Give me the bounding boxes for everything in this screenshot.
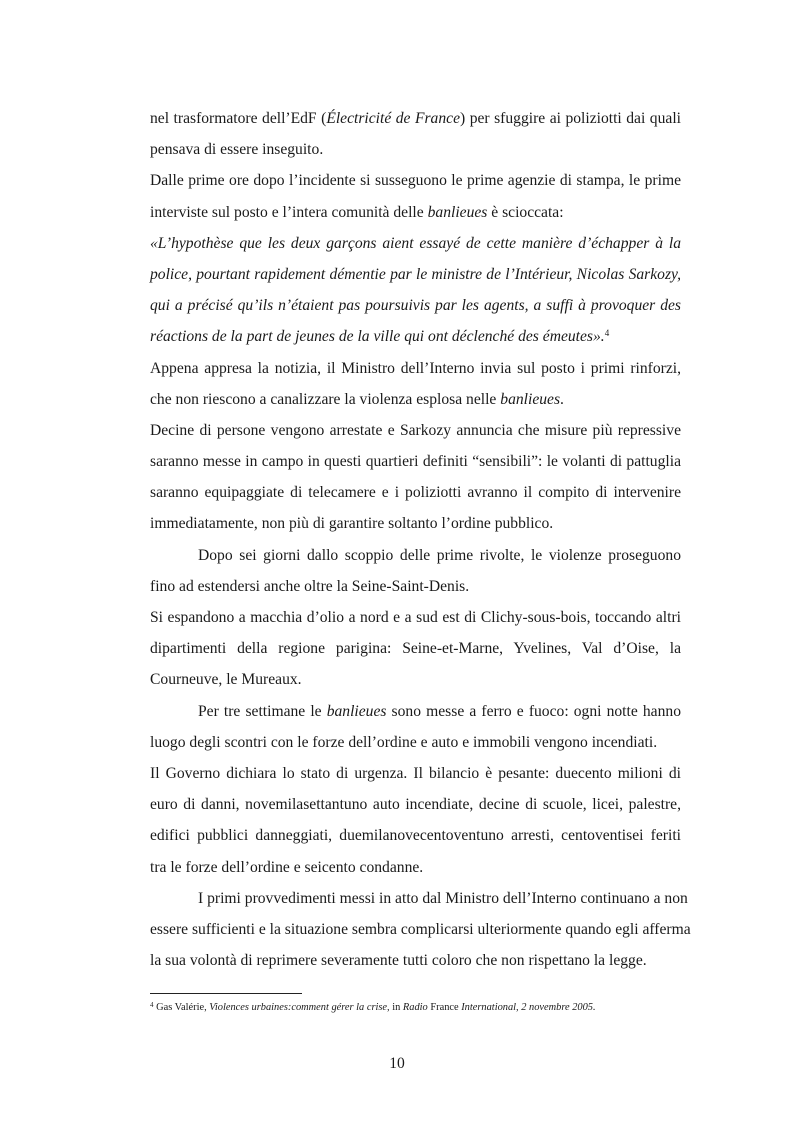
text-line: essere sufficienti e la situazione sembra complicarsi ulteriormente quando egli afferma <box>150 920 691 938</box>
text-line: Si espandono a macchia d’olio a nord e a sud est di Clichy-sous-bois, toccando altri <box>150 609 681 626</box>
text-line: Dalle prime ore dopo l’incidente si susseguono le prime agenzie di stampa, le prime <box>150 172 681 190</box>
text-line: luogo degli scontri con le forze dell’ordine e auto e immobili vengono incendiati. <box>150 733 658 751</box>
text-line: euro di danni, novemilasettantuno auto incendiate, decine di scuole, licei, palestre, <box>150 796 681 814</box>
page-number: 10 <box>389 1055 405 1072</box>
text-line: dipartimenti della regione parigina: Seine-et-Marne, Yvelines, Val d’Oise, la <box>150 640 681 658</box>
text-line: Dopo sei giorni dallo scoppio delle prime rivolte, le violenze proseguono <box>198 546 681 564</box>
text-line: la sua volontà di reprimere severamente tutti coloro che non rispettano la legge. <box>150 952 647 970</box>
text-line: saranno equipaggiate di telecamere e i poliziotti avranno il compito di intervenire <box>150 484 681 502</box>
text-line: Decine di persone vengono arrestate e Sarkozy annuncia che misure più repressive <box>150 421 681 439</box>
text-line: interviste sul posto e l’intera comunità delle banlieues è scioccata: <box>150 203 564 221</box>
text-line: Il Governo dichiara lo stato di urgenza. Il bilancio è pesante: duecento milioni di <box>150 764 681 782</box>
quote-line: qui a précisé qu’ils n’étaient pas poursuivis par les agents, a suffi à provoquer des <box>150 297 681 315</box>
text-line: saranno messe in campo in questi quartieri definiti “sensibili”: le volanti di pattuglia <box>150 453 681 471</box>
footnote-number: 4 <box>150 1001 154 1009</box>
text-line: Per tre settimane le banlieues sono messe a ferro e fuoco: ogni notte hanno <box>198 702 681 720</box>
text-line: nel trasformatore dell’EdF (Électricité de France) per sfuggire ai poliziotti dai quali <box>150 110 681 127</box>
text-line: che non riescono a canalizzare la violenza esplosa nelle banlieues. <box>150 390 564 408</box>
text-line: edifici pubblici danneggiati, duemilanovecentoventuno arresti, centoventisei feriti <box>150 827 681 845</box>
body-text <box>150 103 691 976</box>
text-line: pensava di essere inseguito. <box>150 141 324 159</box>
footnote: $^4$ Gas Valérie, Violences urbaines:comment gérer la crise, in Radio France International, 2 novembre 2005. <box>150 1001 596 1013</box>
footnote-separator <box>150 993 302 994</box>
footnote-ref[interactable]: 4 <box>604 328 610 339</box>
quote-line: police, pourtant rapidement démentie par le ministre de l’Intérieur, Nicolas Sarkozy, <box>150 265 681 283</box>
text-line: I primi provvedimenti messi in atto dal Ministro dell’Interno continuano a non <box>198 889 688 907</box>
text-line: Courneuve, le Mureaux. <box>150 671 302 689</box>
text-line: Appena appresa la notizia, il Ministro dell’Interno invia sul posto i primi rinforzi, <box>150 359 681 377</box>
text-line: fino ad estendersi anche oltre la Seine-Saint-Denis. <box>150 577 470 595</box>
quote-line: réactions de la part de jeunes de la ville qui ont déclenché des émeutes».$^4$ <box>150 328 610 346</box>
text-line: immediatamente, non più di garantire soltanto l’ordine pubblico. <box>150 515 554 533</box>
text-line: tra le forze dell’ordine e seicento condanne. <box>150 858 424 876</box>
quote-line: «L’hypothèse que les deux garçons aient essayé de cette manière d’échapper à la <box>150 234 681 252</box>
